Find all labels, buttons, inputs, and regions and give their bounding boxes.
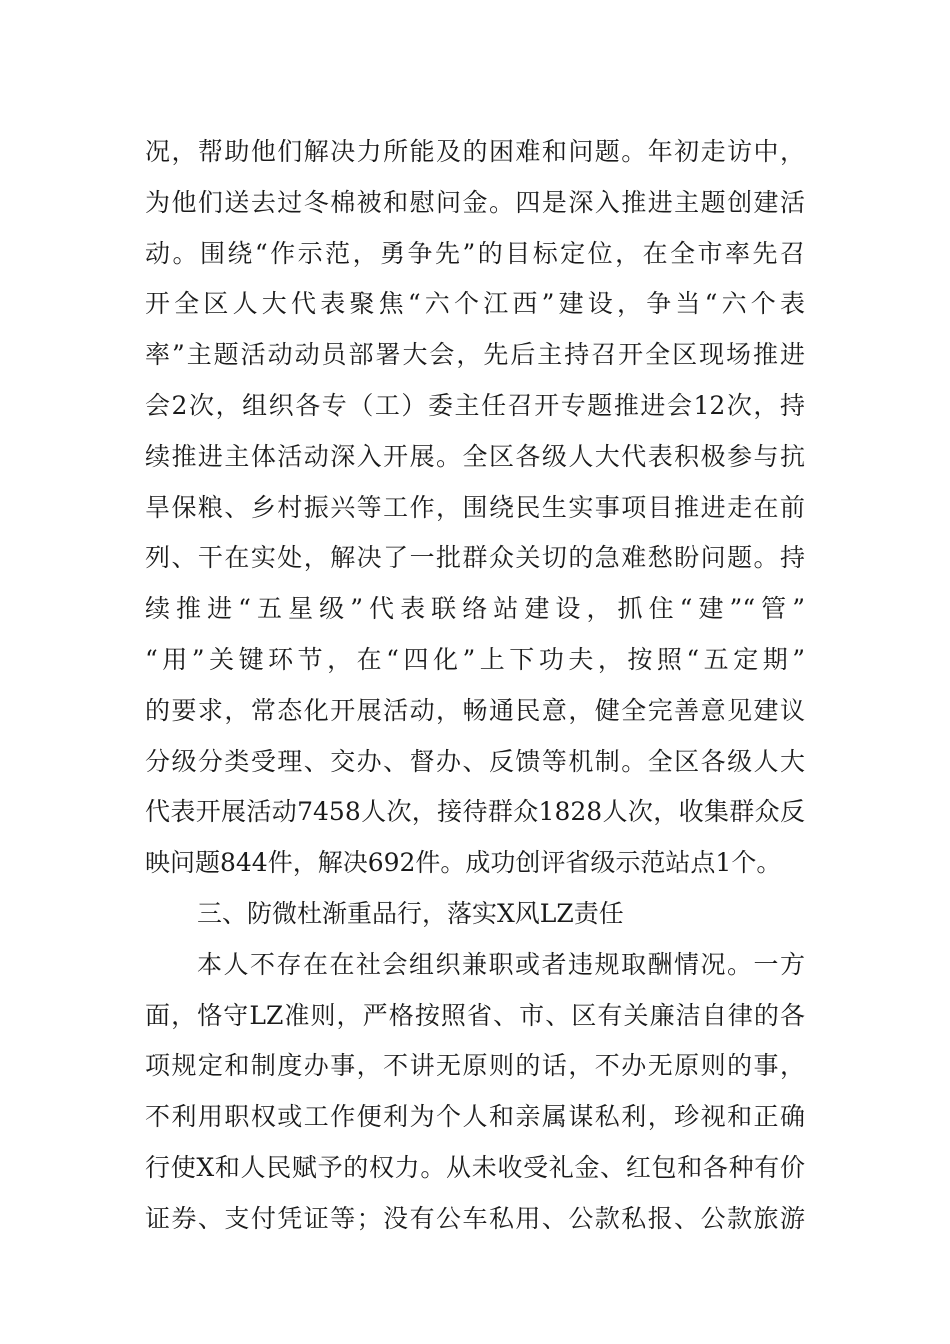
text-line: 证券、支付凭证等；没有公车私用、公款私报、公款旅游 xyxy=(145,1203,805,1233)
text-line: 映问题844件，解决692件。成功创评省级示范站点1个。 xyxy=(145,848,782,878)
text-line: 代表开展活动7458人次，接待群众1828人次，收集群众反 xyxy=(145,797,805,827)
text-line: 旱保粮、乡村振兴等工作，围绕民生实事项目推进走在前 xyxy=(145,492,805,522)
text-line: 续推进“五星级”代表联络站建设，抓住“建”“管” xyxy=(145,594,805,624)
text-line: 项规定和制度办事，不讲无原则的话，不办无原则的事， xyxy=(145,1051,805,1081)
paragraph-first-line: 本人不存在在社会组织兼职或者违规取酬情况。一方 xyxy=(197,949,805,979)
text-line: 况，帮助他们解决力所能及的困难和问题。年初走访中， xyxy=(145,137,805,166)
document-body xyxy=(145,127,805,1245)
section-heading: 三、防微杜渐重品行，落实X风LZ责任 xyxy=(197,898,624,928)
text-line: 动。围绕“作示范，勇争先”的目标定位，在全市率先召 xyxy=(145,238,805,268)
text-line: 开全区人大代表聚焦“六个江西”建设，争当“六个表 xyxy=(145,289,805,319)
text-line: “用”关键环节，在“四化”上下功夫，按照“五定期” xyxy=(145,644,805,674)
text-line: 为他们送去过冬棉被和慰问金。四是深入推进主题创建活 xyxy=(145,187,805,217)
text-line: 会2次，组织各专（工）委主任召开专题推进会12次，持 xyxy=(145,390,805,420)
text-line: 列、干在实处，解决了一批群众关切的急难愁盼问题。持 xyxy=(145,543,805,573)
text-line: 续推进主体活动深入开展。全区各级人大代表积极参与抗 xyxy=(145,441,805,471)
text-line: 面，恪守LZ准则，严格按照省、市、区有关廉洁自律的各 xyxy=(145,1000,805,1030)
text-line: 分级分类受理、交办、督办、反馈等机制。全区各级人大 xyxy=(145,746,805,776)
text-line: 的要求，常态化开展活动，畅通民意，健全完善意见建议 xyxy=(145,695,805,725)
text-line: 行使X和人民赋予的权力。从未收受礼金、红包和各种有价 xyxy=(145,1152,805,1182)
text-line: 不利用职权或工作便利为个人和亲属谋私利，珍视和正确 xyxy=(145,1102,805,1132)
text-line: 率”主题活动动员部署大会，先后主持召开全区现场推进 xyxy=(145,340,805,370)
